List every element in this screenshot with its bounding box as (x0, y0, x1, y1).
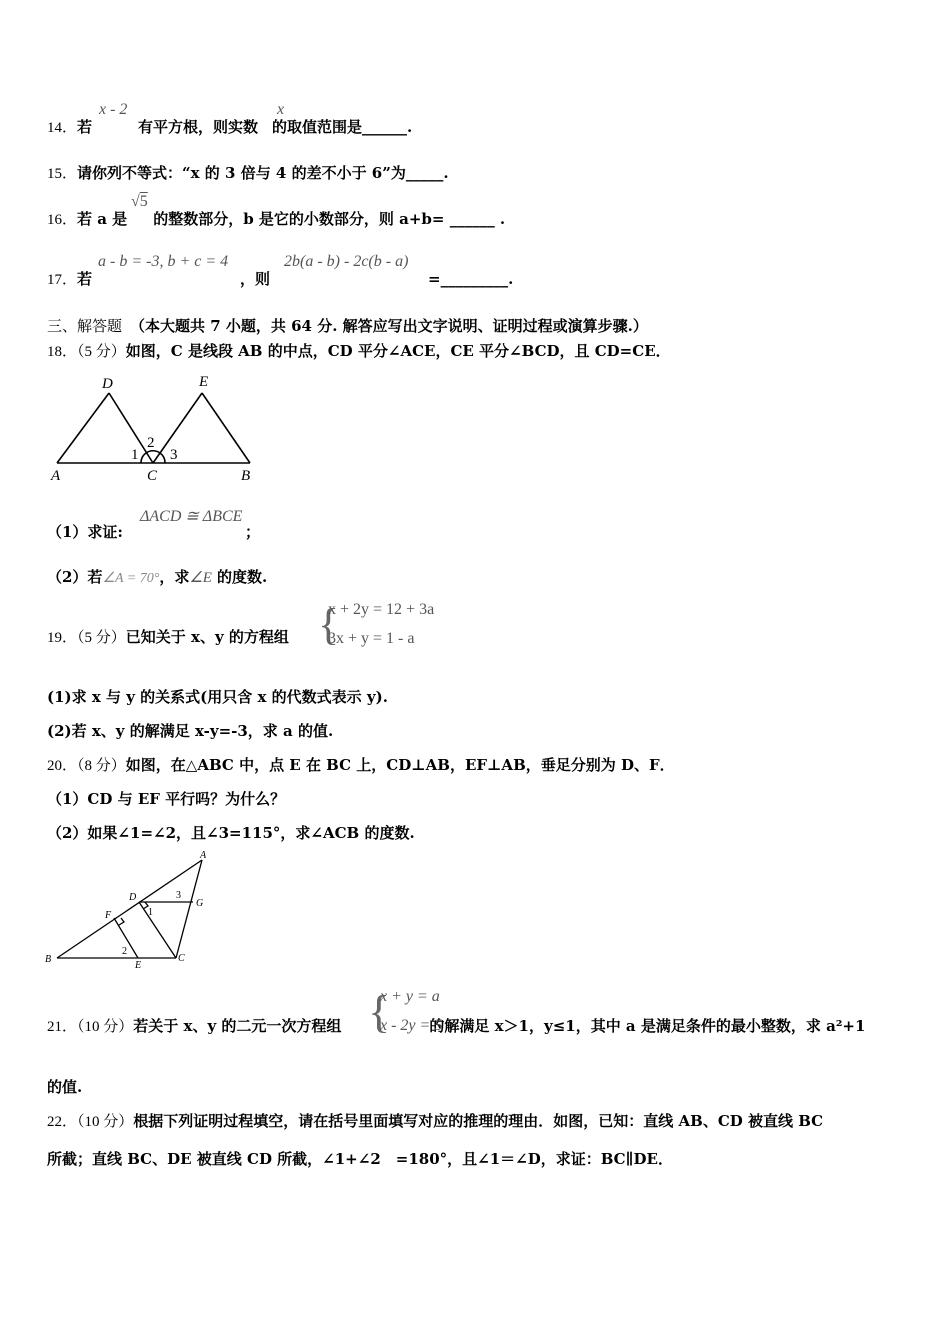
q20-part1: （1）CD 与 EF 平行吗？为什么？ (47, 790, 286, 808)
q15-text: 请你列不等式：“x 的 3 倍与 4 的差不小于 6”为_____. (77, 164, 449, 182)
label-a: A (51, 468, 61, 484)
q21-brace: { (368, 986, 391, 1037)
q19-score: （5 分） (77, 630, 126, 646)
q20-part2: （2）如果∠1=∠2，且∠3=115°，求∠ACB 的度数. (47, 824, 415, 842)
q14-post: 的取值范围是______. (272, 118, 413, 136)
label-angle-1: 1 (148, 907, 153, 918)
q17-mid: ，则 (240, 270, 271, 288)
label-a: A (200, 850, 207, 861)
q18-number: 18． (47, 344, 78, 360)
q19-number: 19． (47, 630, 78, 646)
label-b: B (241, 468, 251, 484)
q20-line (47, 754, 675, 775)
q16-sqrt: √5 (131, 193, 148, 210)
angle-3-arc (160, 453, 165, 463)
q18-part2-variable: ∠E (189, 570, 212, 586)
q14-mid: 有平方根，则实数 (138, 118, 259, 136)
q17-condition: a - b = -3, b + c = 4 (98, 253, 229, 270)
q14-expression: x - 2 (99, 101, 128, 118)
q18-part2-mid: ，求 (159, 568, 190, 586)
label-angle-3: 3 (176, 890, 181, 901)
q16-radicand: 5 (139, 193, 148, 210)
q22-line2: 所截；直线 BC、DE 被直线 CD 所截，∠1+∠2 =180°，且∠1＝∠D，求证：BC∥DE． (47, 1150, 673, 1168)
q16-pre: 若 a 是 (77, 210, 128, 228)
q17-pre: 若 (77, 270, 93, 288)
q16-post: 的整数部分，b 是它的小数部分，则 a+b= ______ . (153, 210, 506, 228)
label-e: E (199, 374, 209, 390)
q22-line1 (47, 1110, 823, 1131)
q18-part2 (47, 566, 267, 587)
q19-equation-2: 3x + y = 1 - a (328, 630, 415, 647)
label-angle-2: 2 (122, 946, 127, 957)
q19-text: 已知关于 x、y 的方程组 (125, 628, 289, 646)
q14-line (47, 116, 412, 137)
q14-pre: 若 (77, 118, 93, 136)
q17-post: =_________. (428, 270, 514, 288)
section-title: 三、解答题 (47, 317, 123, 335)
q14-variable: x (277, 101, 285, 118)
label-angle-1: 1 (131, 447, 139, 463)
right-angle-f (119, 918, 124, 925)
q16-line (47, 208, 505, 229)
q16-number: 16． (47, 212, 78, 228)
q18-part1-expression: ΔACD ≅ ΔBCE (140, 508, 243, 525)
q18-part2-pre: （2）若 (47, 568, 103, 586)
label-angle-3: 3 (170, 447, 178, 463)
q18-text: 如图，C 是线段 AB 的中点，CD 平分∠ACE，CE 平分∠BCD，且 CD=CE． (125, 342, 671, 360)
q22-score: （10 分） (77, 1114, 134, 1130)
segment-dc (139, 902, 176, 958)
q18-part1-post: ； (244, 523, 260, 541)
label-c: C (178, 953, 185, 964)
q22-line1-text: 根据下列证明过程填空，请在括号里面填写对应的推理的理由．如图，已知：直线 AB、CD 被直线 BC (133, 1112, 824, 1130)
section-heading (47, 315, 648, 336)
segment-eb (202, 393, 250, 463)
angle-1-arc (141, 453, 146, 463)
q17-number: 17． (47, 272, 78, 288)
q20-text: 如图，在△ABC 中，点 E 在 BC 上，CD⊥AB，EF⊥AB，垂足分别为 D、F． (125, 756, 675, 774)
q14-number: 14． (47, 120, 78, 136)
q21-equation-2: x - 2y = 5 (380, 1017, 443, 1034)
q21-number: 21． (47, 1019, 78, 1035)
q18-part2-expression: ∠A = 70° (102, 571, 160, 586)
angle-2-arc (146, 451, 160, 453)
q17-expression: 2b(a - b) - 2c(b - a) (284, 253, 409, 270)
q18-part2-post: 的度数. (216, 568, 268, 586)
section-description: （本大题共 7 小题，共 64 分. 解答应写出文字说明、证明过程或演算步骤.） (130, 317, 648, 335)
q22-number: 22． (47, 1114, 78, 1130)
label-d: D (102, 376, 113, 392)
q19-part2: (2)若 x、y 的解满足 x-y=-3，求 a 的值. (47, 722, 334, 740)
label-d: D (129, 892, 137, 903)
label-f: F (105, 910, 112, 921)
q19-brace: { (318, 600, 340, 649)
q17-line (47, 268, 513, 289)
q19-line (47, 626, 289, 647)
q18-figure (45, 368, 265, 488)
q21-post: 的解满足 x＞1，y≤1，其中 a 是满足条件的最小整数，求 a²+1 (429, 1017, 866, 1035)
q15-line (47, 162, 449, 183)
q21-tail: 的值. (47, 1078, 83, 1096)
label-g: G (196, 898, 204, 909)
q18-part1-pre: （1）求证: (47, 523, 123, 541)
label-e: E (135, 960, 142, 971)
q20-score: （8 分） (77, 758, 126, 774)
label-c: C (147, 468, 158, 484)
q18-score: （5 分） (77, 344, 126, 360)
q20-figure (42, 848, 222, 973)
q19-equation-1: x + 2y = 12 + 3a (328, 601, 435, 618)
segment-ad (57, 393, 109, 463)
q20-number: 20． (47, 758, 78, 774)
q21-pre: 若关于 x、y 的二元一次方程组 (133, 1017, 342, 1035)
q21-equation-1: x + y = a (380, 988, 440, 1005)
q21-line (47, 1015, 865, 1036)
label-angle-2: 2 (147, 435, 155, 451)
q19-part1: (1)求 x 与 y 的关系式(用只含 x 的代数式表示 y). (47, 688, 388, 706)
label-b: B (45, 954, 52, 965)
q21-score: （10 分） (77, 1019, 134, 1035)
q18-line (47, 340, 671, 361)
q15-number: 15． (47, 166, 78, 182)
